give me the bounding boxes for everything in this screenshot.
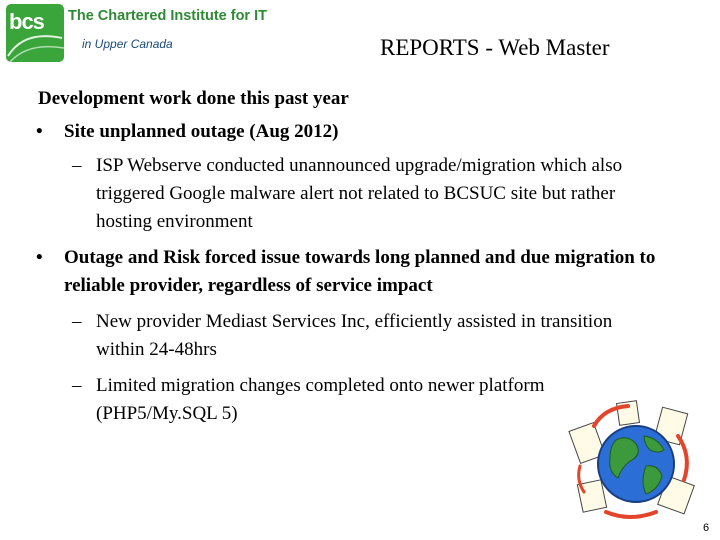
- org-name: The Chartered Institute for IT: [68, 8, 267, 24]
- bullet-icon: •: [36, 247, 43, 268]
- bullet-text: Site unplanned outage (Aug 2012): [64, 121, 339, 142]
- org-subtitle: in Upper Canada: [82, 37, 173, 51]
- bullet-item: [36, 118, 339, 146]
- dash-icon: –: [72, 311, 82, 332]
- sub-bullet-item: [72, 308, 656, 364]
- sub-bullet-text: New provider Mediast Services Inc, efficiently assisted in transition within 24-48hrs: [96, 311, 613, 360]
- logo-text: bcs: [9, 9, 44, 34]
- sub-bullet-text: Limited migration changes completed onto newer platform (PHP5/My.SQL 5): [96, 375, 545, 424]
- globe-icon: [598, 426, 674, 502]
- bullet-item: [36, 244, 704, 300]
- bullet-text: Outage and Risk forced issue towards long planned and due migration to reliable provider, regardless of service impact: [64, 247, 656, 296]
- sub-bullet-item: [72, 152, 656, 236]
- section-heading: Development work done this past year: [38, 88, 349, 109]
- sub-bullet-text: ISP Webserve conducted unannounced upgrade/migration which also triggered Google malware alert not related to BCSUC site but rather hosting environment: [96, 155, 623, 232]
- globe-documents-clipart-icon: [566, 396, 706, 526]
- page-number: 6: [703, 522, 710, 534]
- bullet-icon: •: [36, 121, 43, 142]
- dash-icon: –: [72, 155, 82, 176]
- dash-icon: –: [72, 375, 82, 396]
- bcs-logo-icon: [6, 4, 64, 62]
- slide-title: REPORTS - Web Master: [380, 35, 610, 60]
